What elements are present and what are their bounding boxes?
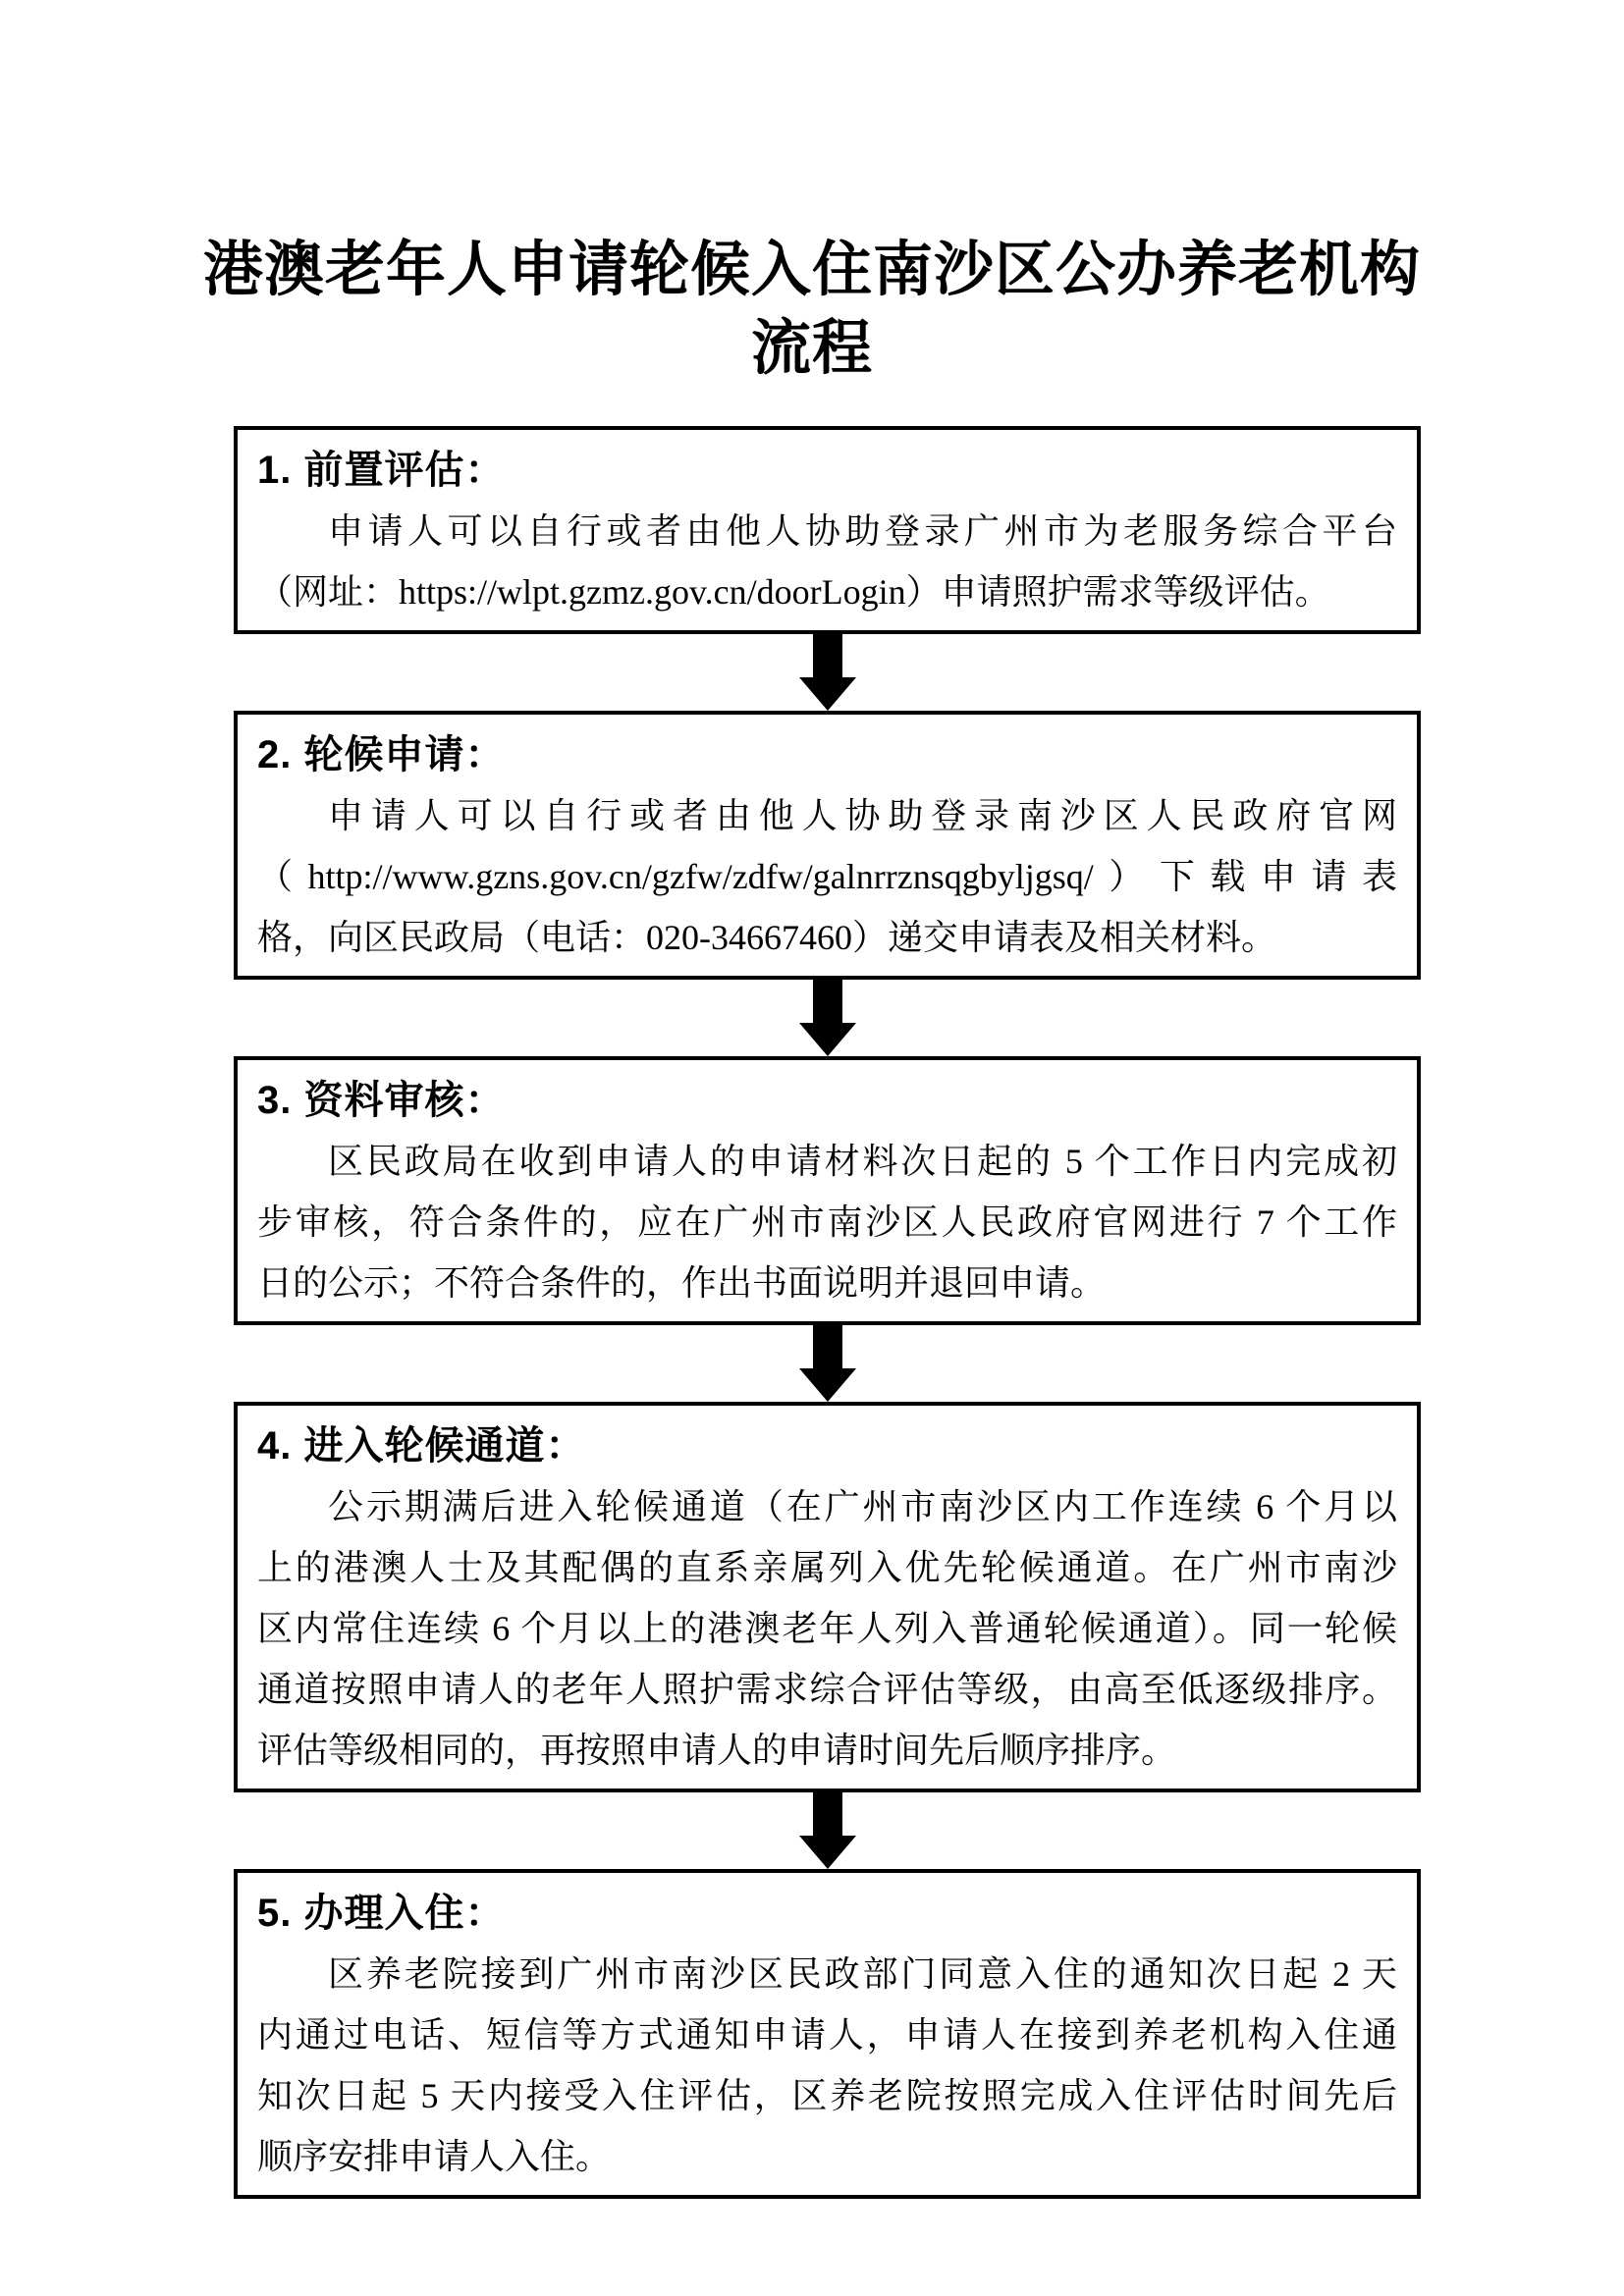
step-2-line-2: （http://www.gzns.gov.cn/gzfw/zdfw/galnrrznsqgbyljgsq/）下载申请表	[257, 857, 1397, 896]
arrow-head	[799, 1836, 856, 1869]
step-1-heading: 1. 前置评估：	[257, 449, 506, 492]
arrow-head	[799, 677, 856, 711]
flow-arrow-down-icon-2	[234, 980, 1421, 1056]
step-1-box	[234, 426, 1421, 634]
step-3-body	[257, 1131, 1397, 1313]
step-1-line-2: （网址：https://wlpt.gzmz.gov.cn/doorLogin）申请照护需求等级评估。	[257, 572, 1330, 612]
flowchart	[234, 426, 1421, 2199]
step-5-box	[234, 1869, 1421, 2199]
arrow-shaft	[813, 980, 842, 1023]
step-2-heading: 2. 轮候申请：	[257, 733, 506, 776]
step-5-line-4: 顺序安排申请人入住。	[257, 2137, 612, 2176]
step-2-box	[234, 711, 1421, 980]
step-4-line-5: 评估等级相同的，再按照申请人的申请时间先后顺序排序。	[257, 1731, 1177, 1770]
flow-arrow-down-icon-4	[234, 1792, 1421, 1869]
step-4-line-4: 通道按照申请人的老年人照护需求综合评估等级，由高至低逐级排序。	[257, 1670, 1397, 1709]
step-5-line-3: 知次日起 5 天内接受入住评估，区养老院按照完成入住评估时间先后	[257, 2076, 1397, 2115]
document-title-line-2: 流程	[750, 316, 873, 382]
step-3-box	[234, 1056, 1421, 1325]
flow-arrow-down-icon-3	[234, 1325, 1421, 1402]
step-4-line-2: 上的港澳人士及其配偶的直系亲属列入优先轮候通道。在广州市南沙	[257, 1548, 1397, 1587]
step-5-line-1: 区养老院接到广州市南沙区民政部门同意入住的通知次日起 2 天	[328, 1954, 1397, 1994]
arrow-head	[799, 1023, 856, 1056]
arrow-head	[799, 1368, 856, 1402]
step-3-line-3: 日的公示；不符合条件的，作出书面说明并退回申请。	[257, 1263, 1107, 1303]
step-1-body	[257, 501, 1397, 622]
step-4-line-3: 区内常住连续 6 个月以上的港澳老年人列入普通轮候通道）。同一轮候	[257, 1609, 1397, 1648]
step-3-line-1: 区民政局在收到申请人的申请材料次日起的 5 个工作日内完成初	[328, 1142, 1397, 1181]
step-5-line-2: 内通过电话、短信等方式通知申请人，申请人在接到养老机构入住通	[257, 2015, 1397, 2055]
arrow-shaft	[813, 634, 842, 677]
flow-arrow-down-icon-1	[234, 634, 1421, 711]
step-3-line-2: 步审核，符合条件的，应在广州市南沙区人民政府官网进行 7 个工作	[257, 1202, 1397, 1242]
step-2-body	[257, 785, 1397, 968]
step-3-heading: 3. 资料审核：	[257, 1079, 506, 1122]
step-5-body	[257, 1944, 1397, 2187]
document-title-line-1: 港澳老年人申请轮候入住南沙区公办养老机构	[203, 238, 1422, 303]
step-2-line-1: 申请人可以自行或者由他人协助登录南沙区人民政府官网	[328, 796, 1397, 835]
step-1-line-1: 申请人可以自行或者由他人协助登录广州市为老服务综合平台	[328, 511, 1397, 551]
arrow-shaft	[813, 1792, 842, 1836]
arrow-shaft	[813, 1325, 842, 1368]
step-4-line-1: 公示期满后进入轮候通道（在广州市南沙区内工作连续 6 个月以	[328, 1487, 1397, 1526]
step-4-box	[234, 1402, 1421, 1792]
step-4-body	[257, 1476, 1397, 1781]
step-2-line-3: 格，向区民政局（电话：020-34667460）递交申请表及相关材料。	[257, 918, 1276, 957]
step-4-heading: 4. 进入轮候通道：	[257, 1424, 586, 1468]
step-5-heading: 5. 办理入住：	[257, 1892, 506, 1935]
document-title	[203, 0, 1421, 389]
